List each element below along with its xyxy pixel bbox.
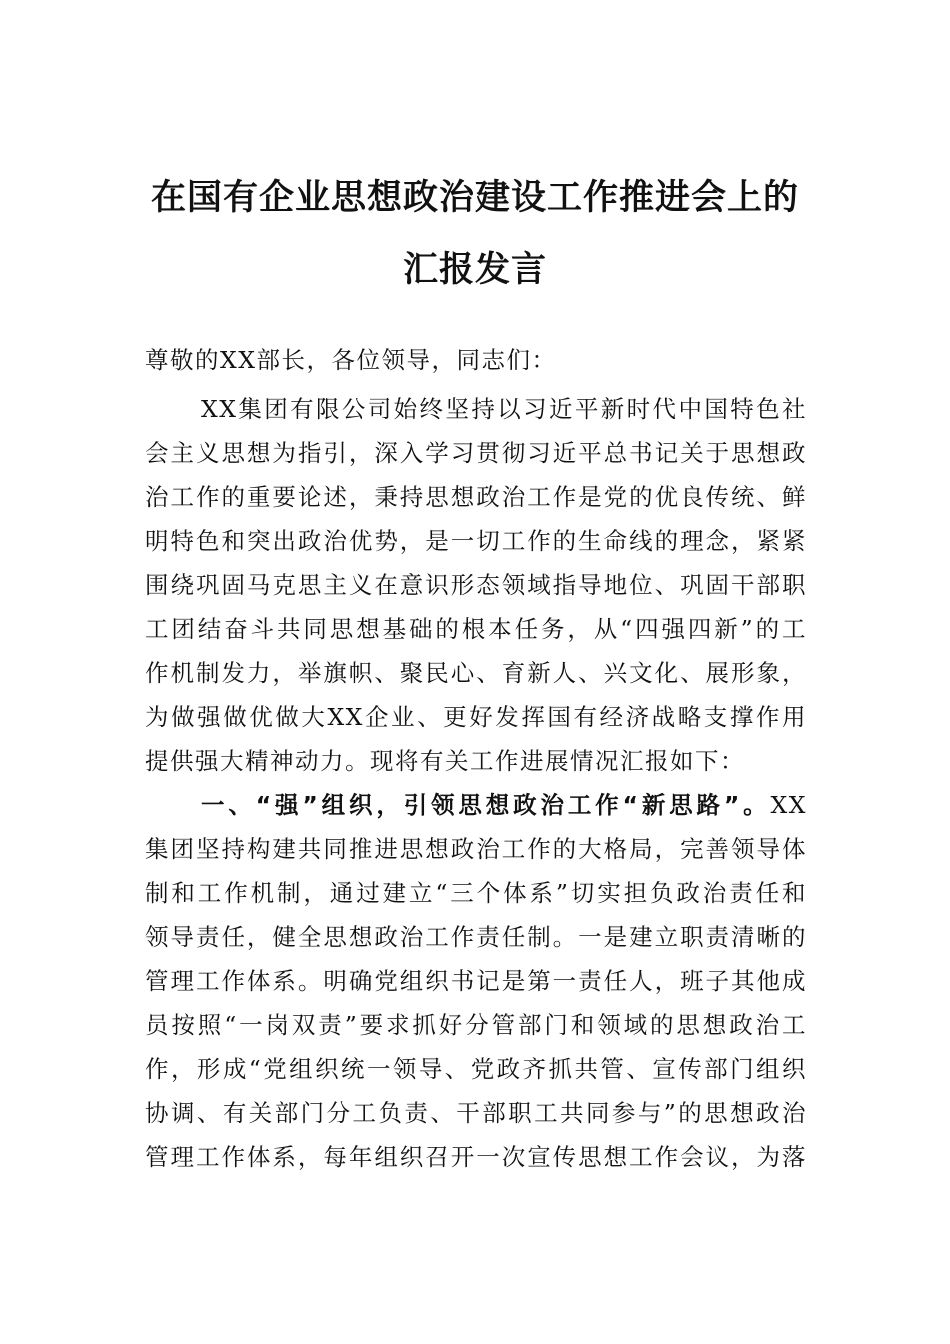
paragraph-1-line-3: 治工作的重要论述，秉持思想政治工作是党的优良传统、鲜 — [145, 483, 807, 511]
section-1-line-8: 管理工作体系，每年组织召开一次宣传思想工作会议，为落 — [145, 1143, 807, 1171]
paragraph-1-line-6: 工团结奋斗共同思想基础的根本任务，从“四强四新”的工 — [145, 615, 807, 643]
section-1-line-4: 管理工作体系。明确党组织书记是第一责任人，班子其他成 — [145, 967, 807, 995]
section-1-line-1: 集团坚持构建共同推进思想政治工作的大格局，完善领导体 — [145, 835, 807, 863]
section-1-line-6: 作，形成“党组织统一领导、党政齐抓共管、宣传部门组织 — [145, 1055, 807, 1083]
salutation: 尊敬的XX部长，各位领导，同志们： — [145, 346, 557, 374]
document-title-line-2: 汇报发言 — [402, 250, 547, 290]
section-1-line-3: 领导责任，健全思想政治工作责任制。一是建立职责清晰的 — [145, 923, 807, 951]
paragraph-1-line-7: 作机制发力，举旗帜、聚民心、育新人、兴文化、展形象， — [145, 659, 807, 687]
paragraph-1-line-2: 会主义思想为指引，深入学习贯彻习近平总书记关于思想政 — [145, 439, 807, 467]
document-title-line-1: 在国有企业思想政治建设工作推进会上的 — [150, 178, 799, 218]
section-1-line-2: 制和工作机制，通过建立“三个体系”切实担负政治责任和 — [145, 879, 807, 907]
paragraph-1-line-4: 明特色和突出政治优势，是一切工作的生命线的理念，紧紧 — [145, 527, 807, 555]
paragraph-1-line-9: 提供强大精神动力。现将有关工作进展情况汇报如下： — [145, 747, 745, 775]
section-1-heading-tail: XX — [770, 791, 807, 819]
paragraph-1-line-8: 为做强做优做大XX企业、更好发挥国有经济战略支撑作用 — [145, 703, 807, 731]
section-1-heading-line — [201, 783, 807, 827]
section-1-heading: 一、“强”组织，引领思想政治工作“新思路”。 — [201, 791, 771, 819]
section-1-line-5: 员按照“一岗双责”要求抓好分管部门和领域的思想政治工 — [145, 1011, 807, 1039]
paragraph-1-line-5: 围绕巩固马克思主义在意识形态领域指导地位、巩固干部职 — [145, 571, 807, 599]
section-1-line-7: 协调、有关部门分工负责、干部职工共同参与”的思想政治 — [145, 1099, 807, 1127]
paragraph-1-line-1: XX集团有限公司始终坚持以习近平新时代中国特色社 — [201, 395, 807, 423]
